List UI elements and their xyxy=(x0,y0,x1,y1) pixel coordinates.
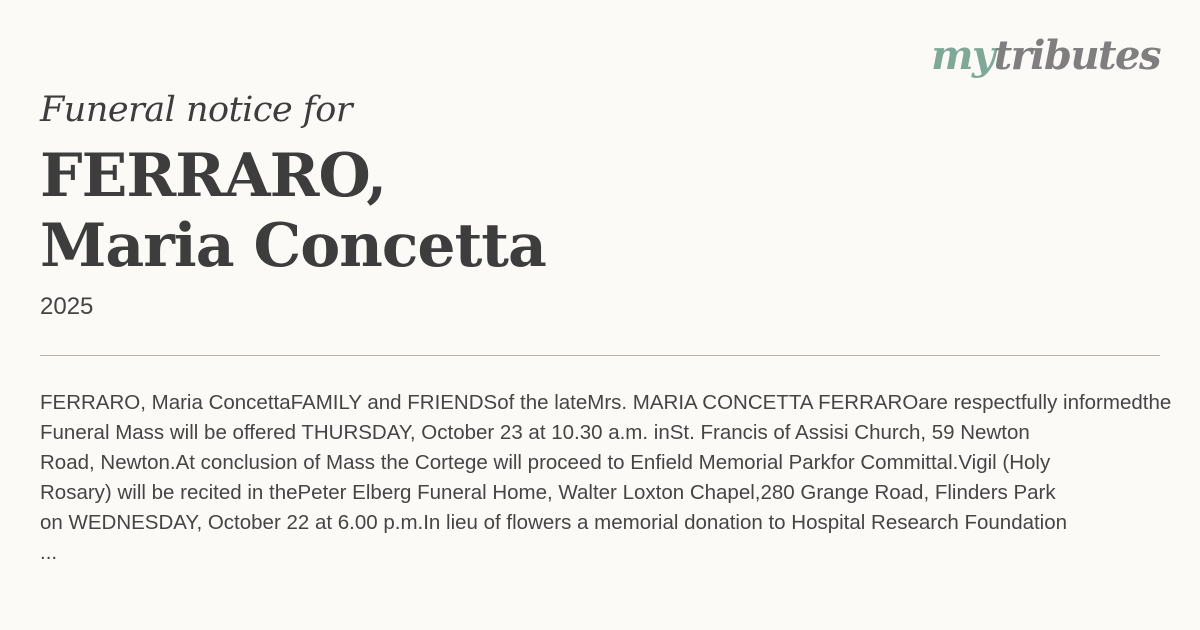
deceased-surname: FERRARO, xyxy=(40,141,387,211)
notice-line: Rosary) will be recited in thePeter Elberg Funeral Home, Walter Loxton Chapel,280 Grange Road, Flinders Park xyxy=(40,481,1056,504)
notice-line: Funeral Mass will be offered THURSDAY, October 23 at 10.30 a.m. inSt. Francis of Assisi Church, 59 Newton xyxy=(40,421,1030,444)
notice-line: Road, Newton.At conclusion of Mass the Cortege will proceed to Enfield Memorial Parkfor Committal.Vigil (Holy xyxy=(40,451,1051,474)
notice-ellipsis: ... xyxy=(40,541,58,564)
notice-text xyxy=(40,388,1180,568)
notice-subtitle: Funeral notice for xyxy=(40,90,353,130)
mytributes-logo[interactable] xyxy=(931,32,1160,79)
notice-line: on WEDNESDAY, October 22 at 6.00 p.m.In lieu of flowers a memorial donation to Hospital Research Foundation xyxy=(40,511,1068,534)
deceased-given-names: Maria Concetta xyxy=(40,211,546,281)
logo-my: my xyxy=(931,32,994,79)
logo-tributes: tributes xyxy=(993,32,1160,79)
notice-line: FERRARO, Maria ConcettaFAMILY and FRIENDSof the lateMrs. MARIA CONCETTA FERRAROare respectfully informedthe xyxy=(40,391,1172,414)
deceased-name xyxy=(40,141,546,281)
divider xyxy=(40,355,1160,356)
notice-year: 2025 xyxy=(40,293,94,320)
